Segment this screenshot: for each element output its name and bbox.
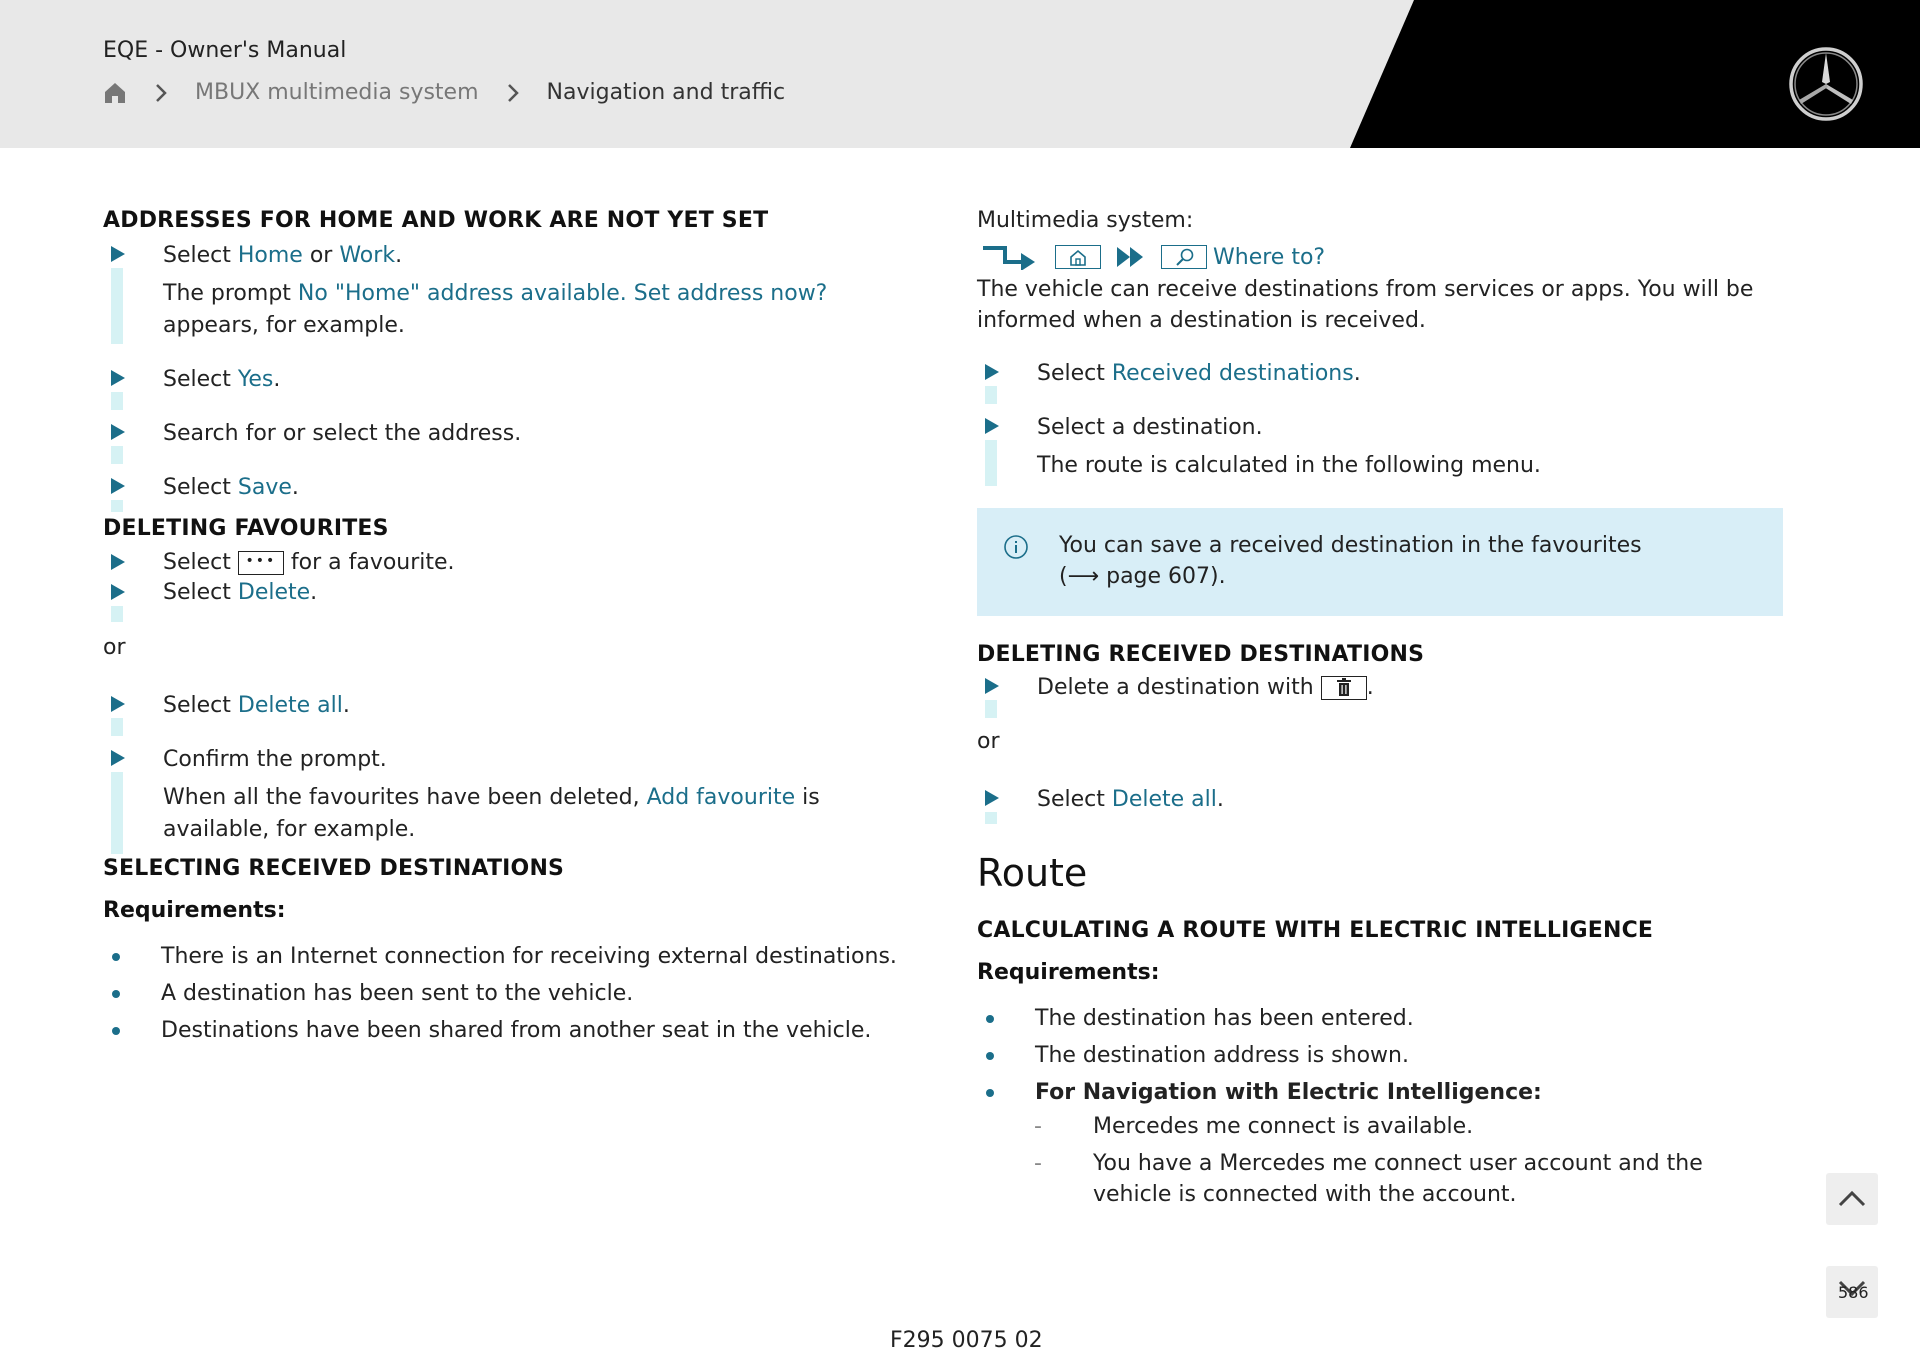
home-option: Home — [237, 243, 303, 268]
sub-list-item: - You have a Mercedes me connect user account and the vehicle is connected with the account. — [977, 1148, 1785, 1210]
home-icon[interactable] — [103, 81, 127, 105]
scroll-to-top-button[interactable] — [1826, 1173, 1878, 1225]
dash-marker: - — [1034, 1114, 1042, 1139]
step-bar — [111, 718, 123, 736]
step-select-delete-all-received: Select Delete all. — [977, 784, 1785, 816]
step-confirm-prompt: Confirm the prompt. When all the favourites have been deleted, Add favourite is available, for example. — [103, 744, 903, 846]
footer-document-code: F295 0075 02 — [890, 1328, 1043, 1353]
right-column — [977, 206, 1785, 1210]
step-select-more: Select ••• for a favourite. — [103, 548, 903, 578]
left-column — [103, 206, 903, 1049]
section-heading-deleting-received: DELETING RECEIVED DESTINATIONS — [977, 642, 1425, 667]
page-reference-link[interactable]: (⟶ page 607). — [1059, 564, 1226, 589]
section-heading-calculating-route: CALCULATING A ROUTE WITH ELECTRIC INTELLIGENCE — [977, 918, 1654, 943]
list-item: There is an Internet connection for receiving external destinations. — [103, 938, 903, 975]
step-bar — [111, 446, 123, 464]
yes-option: Yes — [237, 367, 274, 392]
sub-list-item: - Mercedes me connect is available. — [977, 1111, 1785, 1142]
step-bar — [985, 700, 997, 718]
step-arrow-icon — [111, 424, 125, 440]
breadcrumb — [103, 80, 785, 105]
where-to-label: Where to? — [1213, 244, 1326, 270]
step-select-yes: Select Yes. — [103, 364, 903, 396]
step-bar — [111, 268, 123, 344]
bullet-dot — [986, 1089, 994, 1097]
list-item: The destination has been entered. — [977, 1000, 1785, 1037]
document-title: EQE - Owner's Manual — [103, 38, 347, 63]
step-arrow-icon — [111, 696, 125, 712]
step-arrow-icon — [111, 554, 125, 570]
requirements-label: Requirements: — [103, 898, 286, 923]
fast-forward-icon — [1115, 245, 1149, 269]
step-select-destination: Select a destination. The route is calculated in the following menu. — [977, 412, 1785, 482]
requirements-list — [103, 938, 903, 1049]
step-arrow-icon — [985, 678, 999, 694]
or-separator: or — [103, 635, 126, 660]
breadcrumb-link-mbux[interactable]: MBUX multimedia system — [195, 80, 479, 105]
page-number: 586 — [1838, 1283, 1869, 1302]
list-item: The destination address is shown. — [977, 1037, 1785, 1074]
delete-all-option: Delete all — [237, 693, 343, 718]
list-item: Destinations have been shared from another seat in the vehicle. — [103, 1012, 903, 1049]
bullet-dot — [986, 1015, 994, 1023]
home-icon — [1055, 245, 1101, 269]
step-bar — [111, 500, 123, 512]
step-bar — [985, 812, 997, 824]
chevron-up-icon — [1826, 1173, 1878, 1225]
bullet-dot — [112, 953, 120, 961]
chevron-right-icon — [507, 83, 519, 103]
multimedia-label: Multimedia system: — [977, 208, 1194, 233]
bullet-dot — [986, 1052, 994, 1060]
step-select-save: Select Save. — [103, 472, 903, 504]
bullet-dot — [112, 990, 120, 998]
breadcrumb-current: Navigation and traffic — [546, 80, 786, 105]
step-bar — [111, 392, 123, 410]
search-icon — [1161, 245, 1207, 269]
mercedes-star-logo-icon — [1788, 46, 1864, 122]
step-select-home-work: Select Home or Work. The prompt No "Home" address available. Set address now? appears, for example. — [103, 240, 903, 342]
step-arrow-icon — [985, 364, 999, 380]
more-options-icon: ••• — [238, 551, 284, 575]
prompt-message: No "Home" address available. Set address now? — [297, 281, 828, 306]
info-box: You can save a received destination in the favourites (⟶ page 607). — [977, 508, 1783, 616]
step-arrow-icon — [111, 750, 125, 766]
work-option: Work — [339, 243, 396, 268]
step-select-received: Select Received destinations. — [977, 358, 1785, 390]
trash-icon — [1321, 676, 1367, 700]
step-bar — [111, 772, 123, 854]
step-bar — [985, 440, 997, 486]
section-heading-deleting-favourites: DELETING FAVOURITES — [103, 516, 389, 541]
step-select-delete: Select Delete. — [103, 578, 903, 608]
menu-path — [977, 242, 1785, 272]
section-heading-home-work: ADDRESSES FOR HOME AND WORK ARE NOT YET SET — [103, 208, 769, 233]
list-item: A destination has been sent to the vehicle. — [103, 975, 903, 1012]
step-arrow-icon — [985, 418, 999, 434]
save-option: Save — [237, 475, 292, 500]
intro-text: The vehicle can receive destinations from services or apps. You will be informed when a destination is received. — [977, 277, 1754, 333]
dash-marker: - — [1034, 1151, 1042, 1176]
route-requirements-list — [977, 1000, 1785, 1210]
delete-option: Delete — [237, 580, 311, 605]
step-arrow-icon — [111, 246, 125, 262]
step-arrow-icon — [111, 584, 125, 600]
bullet-dot — [112, 1027, 120, 1035]
info-icon — [1003, 534, 1029, 560]
add-favourite-option: Add favourite — [646, 785, 796, 810]
step-arrow-icon — [111, 370, 125, 386]
page-header — [0, 0, 1920, 148]
step-bar — [985, 386, 997, 404]
requirements-label: Requirements: — [977, 960, 1160, 985]
or-separator: or — [977, 729, 1000, 754]
section-heading-selecting-received: SELECTING RECEIVED DESTINATIONS — [103, 856, 565, 881]
step-arrow-icon — [111, 478, 125, 494]
step-search-address: Search for or select the address. — [103, 418, 903, 450]
step-select-delete-all: Select Delete all. — [103, 690, 903, 722]
route-heading: Route — [977, 851, 1088, 895]
step-bar — [111, 606, 123, 622]
delete-all-received-option: Delete all — [1111, 787, 1217, 812]
received-destinations-option: Received destinations — [1111, 361, 1354, 386]
step-delete-destination: Delete a destination with . — [977, 672, 1785, 704]
menu-path-arrow-icon — [977, 244, 1041, 270]
step-arrow-icon — [985, 790, 999, 806]
list-item: For Navigation with Electric Intelligence: — [977, 1074, 1785, 1111]
chevron-right-icon — [155, 83, 167, 103]
